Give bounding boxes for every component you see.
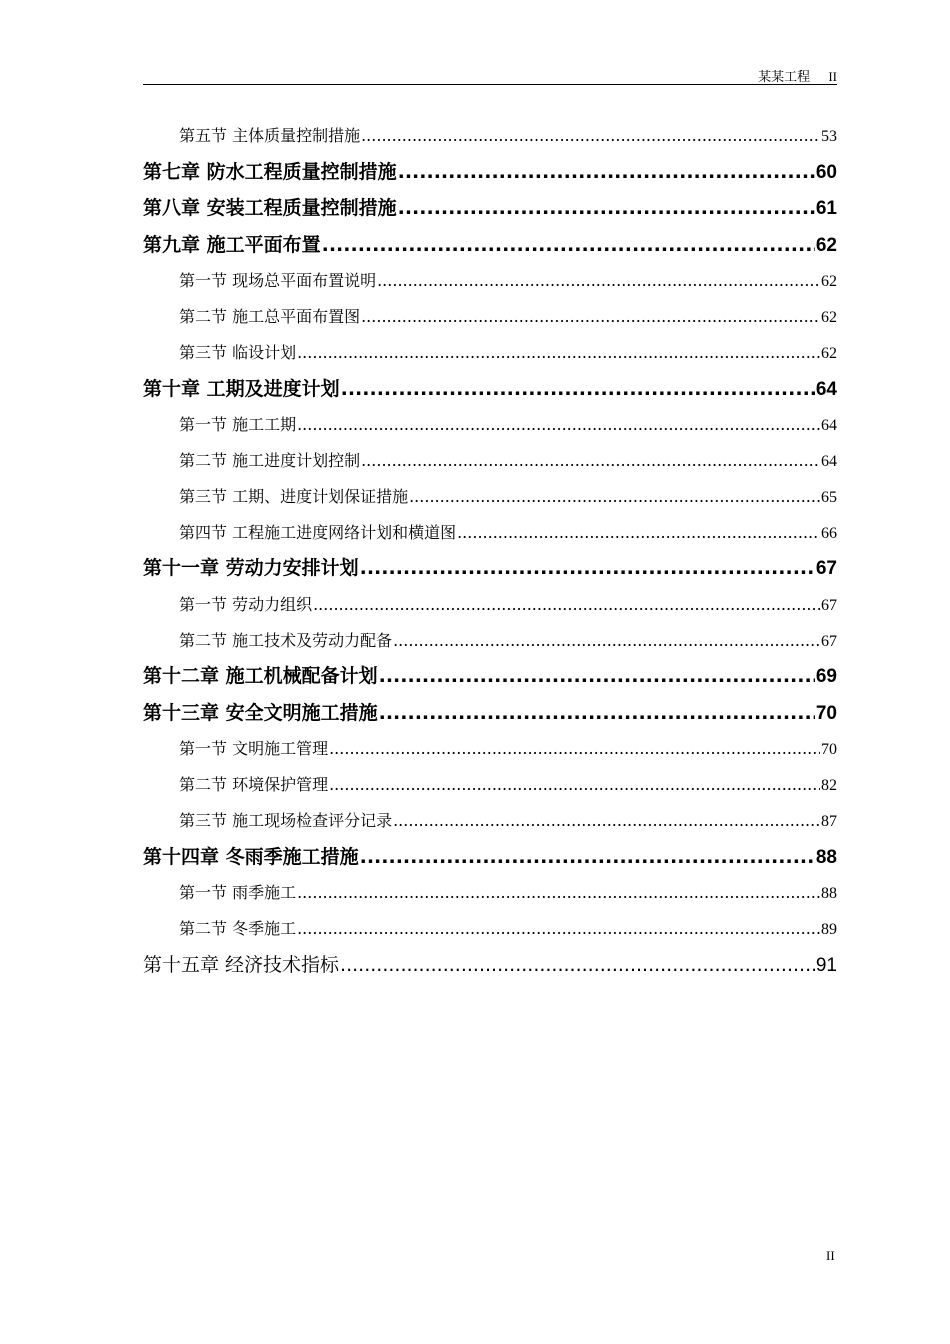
toc-entry-page: 53 xyxy=(821,128,837,145)
toc-entry-page: 67 xyxy=(815,558,837,580)
toc-entry-page: 91 xyxy=(815,954,837,976)
toc-section-entry[interactable] xyxy=(143,911,837,947)
toc-chapter-entry[interactable] xyxy=(143,190,837,227)
toc-entry-title: 第四节 工程施工进度网络计划和横道图 xyxy=(179,522,457,542)
page-header xyxy=(143,64,837,85)
header-page-number: II xyxy=(828,69,837,84)
toc-entry-title: 第十四章 冬雨季施工措施 xyxy=(143,845,359,868)
toc-entry-page: 88 xyxy=(815,846,837,868)
toc-chapter-entry[interactable] xyxy=(143,947,837,984)
table-of-contents xyxy=(143,118,837,983)
toc-dot-leader xyxy=(329,731,820,767)
toc-chapter-entry[interactable] xyxy=(143,695,837,732)
toc-entry-title: 第二节 环境保护管理 xyxy=(179,775,329,795)
toc-entry-title: 第九章 施工平面布置 xyxy=(143,233,321,256)
toc-entry-title: 第十三章 安全文明施工措施 xyxy=(143,701,378,724)
toc-dot-leader xyxy=(377,263,820,299)
toc-dot-leader xyxy=(313,587,820,623)
toc-section-entry[interactable] xyxy=(143,335,837,371)
toc-entry-title: 第二节 施工总平面布置图 xyxy=(179,307,361,327)
toc-entry-page: 64 xyxy=(821,452,837,470)
footer-page-number: II xyxy=(826,1248,835,1263)
toc-section-entry[interactable] xyxy=(143,767,837,803)
toc-dot-leader xyxy=(297,911,820,947)
toc-dot-leader xyxy=(361,443,820,479)
toc-dot-leader xyxy=(379,695,815,732)
toc-entry-page: 61 xyxy=(815,198,837,220)
toc-entry-title: 第八章 安装工程质量控制措施 xyxy=(143,197,397,220)
toc-dot-leader xyxy=(297,407,820,443)
toc-entry-page: 66 xyxy=(821,524,837,542)
toc-entry-title: 第三节 临设计划 xyxy=(179,342,297,362)
toc-entry-page: 62 xyxy=(821,309,837,327)
toc-entry-page: 67 xyxy=(821,596,837,614)
toc-entry-title: 第二节 施工技术及劳动力配备 xyxy=(179,630,393,650)
toc-entry-title: 第三节 工期、进度计划保证措施 xyxy=(179,486,409,506)
toc-entry-title: 第一节 现场总平面布置说明 xyxy=(179,271,377,291)
toc-section-entry[interactable] xyxy=(143,479,837,515)
toc-dot-leader xyxy=(457,515,820,551)
toc-entry-page: 82 xyxy=(821,777,837,795)
toc-entry-page: 60 xyxy=(815,161,837,183)
toc-entry-page: 70 xyxy=(815,702,837,724)
toc-entry-page: 62 xyxy=(815,234,837,256)
toc-section-entry[interactable] xyxy=(143,443,837,479)
toc-chapter-entry[interactable] xyxy=(143,658,837,695)
header-text xyxy=(758,66,837,85)
toc-chapter-entry[interactable] xyxy=(143,227,837,264)
toc-entry-page: 64 xyxy=(815,378,837,400)
toc-section-entry[interactable] xyxy=(143,731,837,767)
toc-dot-leader xyxy=(398,154,815,191)
toc-entry-title: 第十二章 施工机械配备计划 xyxy=(143,665,378,688)
toc-entry-page: 67 xyxy=(821,632,837,650)
toc-dot-leader xyxy=(409,479,820,515)
toc-entry-title: 第二节 施工进度计划控制 xyxy=(179,450,361,470)
toc-dot-leader xyxy=(360,839,815,876)
toc-entry-page: 62 xyxy=(821,344,837,362)
toc-section-entry[interactable] xyxy=(143,623,837,659)
toc-entry-title: 第二节 冬季施工 xyxy=(179,919,297,939)
toc-section-entry[interactable] xyxy=(143,587,837,623)
toc-dot-leader xyxy=(297,875,820,911)
toc-dot-leader xyxy=(393,623,820,659)
toc-entry-page: 88 xyxy=(821,885,837,903)
toc-chapter-entry[interactable] xyxy=(143,839,837,876)
toc-entry-page: 89 xyxy=(821,921,837,939)
toc-entry-title: 第七章 防水工程质量控制措施 xyxy=(143,160,397,183)
toc-dot-leader xyxy=(322,227,815,264)
toc-entry-title: 第一节 施工工期 xyxy=(179,415,297,435)
toc-entry-title: 第十五章 经济技术指标 xyxy=(143,953,340,976)
toc-section-entry[interactable] xyxy=(143,118,837,154)
toc-entry-title: 第一节 文明施工管理 xyxy=(179,739,329,759)
toc-entry-title: 第三节 施工现场检查评分记录 xyxy=(179,811,393,831)
toc-dot-leader xyxy=(341,371,815,408)
toc-entry-page: 65 xyxy=(821,488,837,506)
toc-section-entry[interactable] xyxy=(143,263,837,299)
toc-chapter-entry[interactable] xyxy=(143,550,837,587)
toc-dot-leader xyxy=(398,190,815,227)
toc-section-entry[interactable] xyxy=(143,515,837,551)
toc-entry-page: 64 xyxy=(821,417,837,435)
toc-entry-page: 70 xyxy=(821,741,837,759)
toc-entry-page: 69 xyxy=(815,666,837,688)
toc-dot-leader xyxy=(340,947,815,984)
toc-entry-page: 62 xyxy=(821,273,837,291)
toc-entry-title: 第五节 主体质量控制措施 xyxy=(179,126,361,145)
toc-chapter-entry[interactable] xyxy=(143,371,837,408)
toc-dot-leader xyxy=(393,803,820,839)
toc-entry-title: 第一节 雨季施工 xyxy=(179,883,297,903)
toc-section-entry[interactable] xyxy=(143,299,837,335)
toc-dot-leader xyxy=(361,118,820,154)
toc-section-entry[interactable] xyxy=(143,803,837,839)
toc-section-entry[interactable] xyxy=(143,875,837,911)
toc-dot-leader xyxy=(297,335,820,371)
toc-section-entry[interactable] xyxy=(143,407,837,443)
toc-dot-leader xyxy=(379,658,815,695)
toc-dot-leader xyxy=(329,767,820,803)
toc-chapter-entry[interactable] xyxy=(143,154,837,191)
toc-entry-title: 第十一章 劳动力安排计划 xyxy=(143,557,359,580)
header-title: 某某工程 xyxy=(758,70,811,85)
toc-entry-title: 第一节 劳动力组织 xyxy=(179,594,313,614)
toc-dot-leader xyxy=(360,550,815,587)
toc-dot-leader xyxy=(361,299,820,335)
toc-entry-title: 第十章 工期及进度计划 xyxy=(143,377,340,400)
toc-entry-page: 87 xyxy=(821,813,837,831)
